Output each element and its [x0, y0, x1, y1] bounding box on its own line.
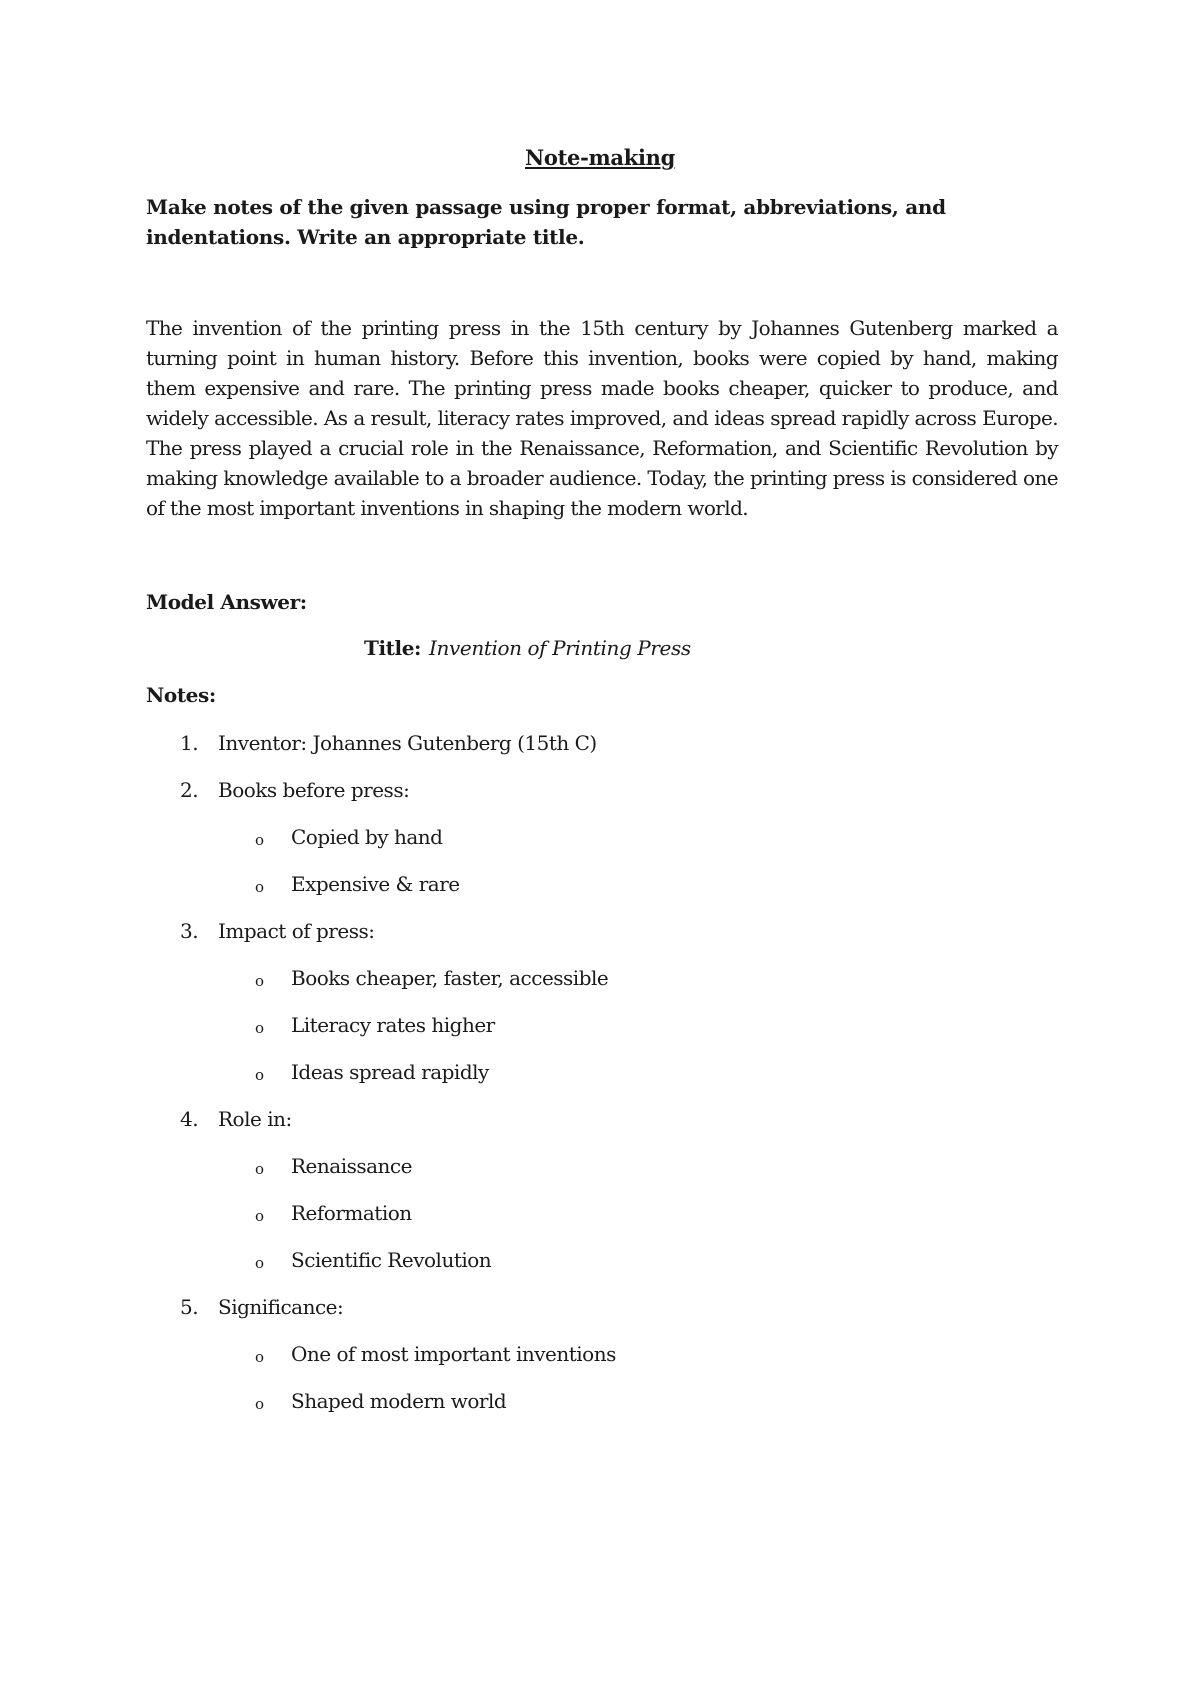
- note-subpoint-text: Copied by hand: [291, 825, 443, 849]
- note-subpoint: [0, 1010, 1200, 1057]
- note-item-text: Significance:: [218, 1295, 344, 1319]
- bullet-circle-icon: o: [255, 878, 264, 896]
- note-item-number: 5.: [180, 1295, 199, 1319]
- note-subpoint: [0, 822, 1200, 869]
- bullet-circle-icon: o: [255, 1160, 264, 1178]
- note-item: [0, 728, 1200, 775]
- title-value: Invention of Printing Press: [429, 636, 691, 660]
- instructions-text: Make notes of the given passage using proper format, abbreviations, and indentations. Write an appropriate title.: [146, 195, 946, 249]
- note-subpoint-text: Renaissance: [291, 1154, 412, 1178]
- note-subpoint-text: Ideas spread rapidly: [291, 1060, 489, 1084]
- note-subpoint-text: Shaped modern world: [291, 1389, 507, 1413]
- notes-label: Notes:: [146, 683, 216, 707]
- note-subpoint: [0, 869, 1200, 916]
- note-subpoint: [0, 1339, 1200, 1386]
- page-heading: Note-making: [525, 145, 675, 170]
- notes-list: [0, 728, 1200, 1433]
- note-item-text: Impact of press:: [218, 919, 375, 943]
- bullet-circle-icon: o: [255, 1254, 264, 1272]
- bullet-circle-icon: o: [255, 1019, 264, 1037]
- note-item-number: 2.: [180, 778, 199, 802]
- note-item-number: 4.: [180, 1107, 199, 1131]
- bullet-circle-icon: o: [255, 1207, 264, 1225]
- note-subpoint-text: Expensive & rare: [291, 872, 460, 896]
- bullet-circle-icon: o: [255, 1395, 264, 1413]
- note-subpoint: [0, 1057, 1200, 1104]
- note-subpoint-text: Literacy rates higher: [291, 1013, 495, 1037]
- note-subpoint-text: One of most important inventions: [291, 1342, 616, 1366]
- note-item: [0, 1104, 1200, 1151]
- note-item: [0, 916, 1200, 963]
- note-subpoint: [0, 1386, 1200, 1433]
- note-item-text: Inventor: Johannes Gutenberg (15th C): [218, 731, 597, 755]
- note-subpoint: [0, 1151, 1200, 1198]
- bullet-circle-icon: o: [255, 972, 264, 990]
- bullet-circle-icon: o: [255, 1348, 264, 1366]
- passage-paragraph: The invention of the printing press in the 15th century by Johannes Gutenberg marked a turning point in human history. Before this invention, books were copied by hand, making them expensive and rare. The printing press made books cheaper, quicker to produce, and widely accessible. As a result, literacy rates improved, and ideas spread rapidly across Europe. The press played a crucial role in the Renaissance, Reformation, and Scientific Revolution by making knowledge available to a broader audience. Today, the printing press is considered one of the most important inventions in shaping the modern world.: [146, 316, 1058, 520]
- note-subpoint: [0, 963, 1200, 1010]
- notes-title-line: [364, 636, 691, 660]
- note-subpoint: [0, 1245, 1200, 1292]
- note-item-text: Books before press:: [218, 778, 410, 802]
- note-item-number: 1.: [180, 731, 199, 755]
- note-item-number: 3.: [180, 919, 199, 943]
- note-item: [0, 1292, 1200, 1339]
- note-subpoint: [0, 1198, 1200, 1245]
- bullet-circle-icon: o: [255, 831, 264, 849]
- note-item-text: Role in:: [218, 1107, 292, 1131]
- model-answer-label: Model Answer:: [146, 590, 307, 614]
- note-subpoint-text: Books cheaper, faster, accessible: [291, 966, 609, 990]
- note-subpoint-text: Scientific Revolution: [291, 1248, 492, 1272]
- note-item: [0, 775, 1200, 822]
- title-label: Title:: [364, 636, 422, 660]
- bullet-circle-icon: o: [255, 1066, 264, 1084]
- note-subpoint-text: Reformation: [291, 1201, 412, 1225]
